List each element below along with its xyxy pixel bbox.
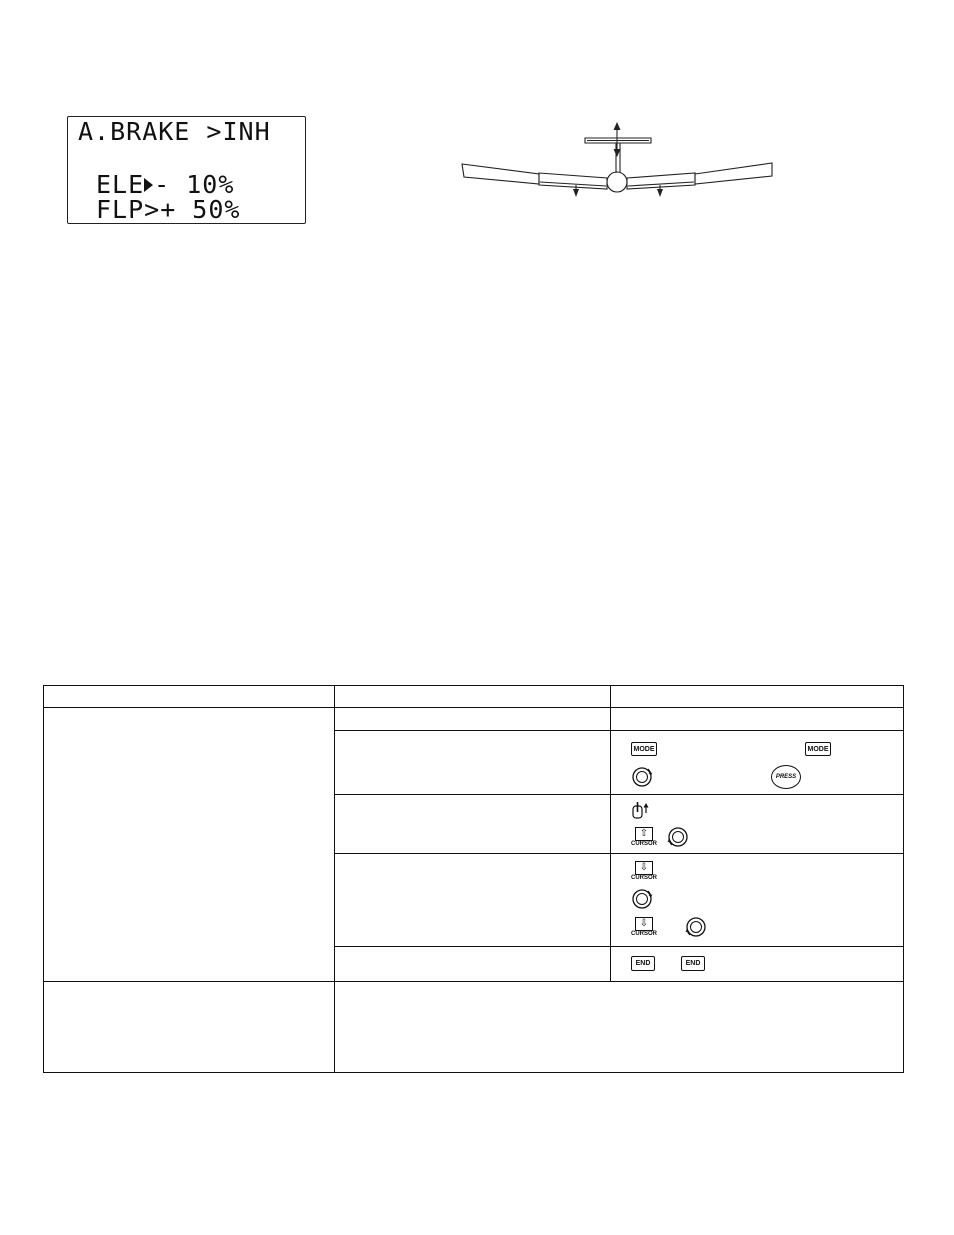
lcd-line-title: A.BRAKE >INH — [78, 117, 271, 146]
dial-icon — [685, 916, 707, 938]
airplane-front-view-diagram — [455, 118, 780, 203]
table-row — [44, 981, 904, 1072]
lcd-screen — [67, 116, 306, 224]
mode-key-icon: MODE — [805, 742, 831, 756]
procedure-cell — [611, 795, 904, 854]
elevator-up-arrow-icon — [614, 122, 621, 130]
mode-key-icon: MODE — [631, 742, 657, 756]
down-arrow-icon: ⇩ — [635, 861, 653, 875]
table-header-row — [44, 686, 904, 708]
step-cell — [335, 854, 611, 946]
cursor-down-key-icon: ⇩ CURSOR — [631, 861, 658, 881]
step-cell — [335, 708, 611, 731]
right-outer-wing — [695, 163, 772, 184]
notes-goal-cell — [44, 981, 335, 1072]
press-dial-icon: PRESS — [771, 765, 801, 789]
dial-icon — [631, 888, 653, 910]
notes-cell — [335, 981, 904, 1072]
switch-up-icon — [631, 800, 651, 822]
fuselage-circle — [607, 172, 627, 192]
step-cell — [335, 795, 611, 854]
lcd-elevator-label: ELE — [96, 170, 145, 199]
step-cell — [335, 731, 611, 795]
left-outer-wing — [462, 164, 539, 184]
cursor-up-key-icon: ⇧ CURSOR — [631, 827, 658, 847]
goal-cell — [44, 708, 335, 982]
table-row — [44, 708, 904, 731]
procedure-cell — [611, 731, 904, 795]
cursor-down-key-icon: ⇩ CURSOR — [631, 917, 658, 937]
lcd-elevator-value: - 10% — [154, 170, 235, 199]
procedure-cell — [611, 708, 904, 731]
header-goal — [44, 686, 335, 708]
end-key-icon: END — [631, 956, 655, 971]
dial-icon — [631, 766, 653, 788]
dial-icon — [667, 826, 689, 848]
lcd-line-flap: FLP>+ 50% — [96, 195, 241, 224]
header-procedure — [611, 686, 904, 708]
right-inner-wing — [627, 173, 695, 189]
procedure-table — [43, 685, 904, 1073]
header-step — [335, 686, 611, 708]
right-flap-down-arrow-icon — [657, 189, 663, 197]
procedure-cell — [611, 854, 904, 946]
up-arrow-icon: ⇧ — [635, 827, 653, 841]
down-arrow-icon: ⇩ — [635, 917, 653, 931]
left-inner-wing — [539, 173, 607, 189]
step-cell — [335, 946, 611, 981]
procedure-cell — [611, 946, 904, 981]
end-key-icon: END — [681, 956, 705, 971]
left-flap-down-arrow-icon — [573, 189, 579, 197]
lcd-cursor-icon — [144, 178, 153, 192]
